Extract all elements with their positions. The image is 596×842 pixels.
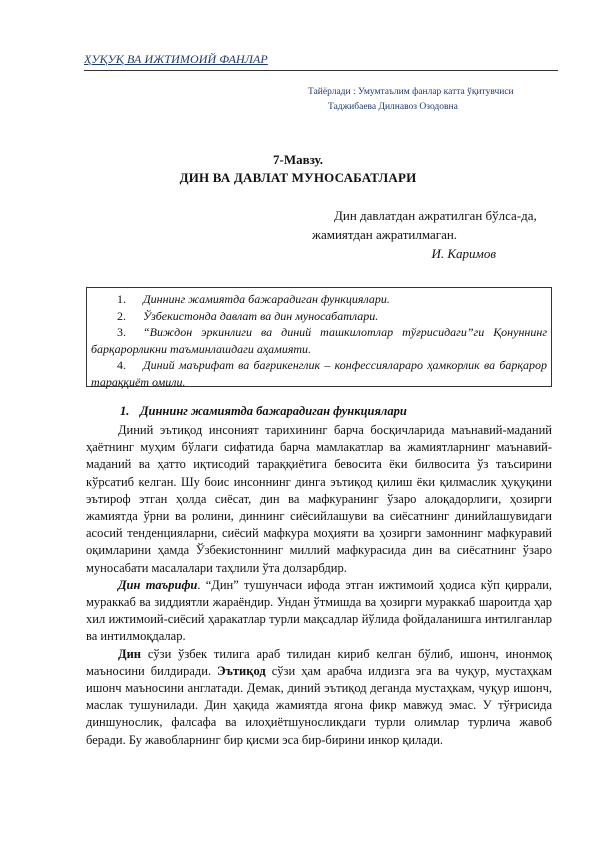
plan-item [91,291,547,308]
epigraph-line-2: жамиятдан ажратилмаган. [312,227,458,242]
topic-title: ДИН ВА ДАВЛАТ МУНОСАБАТЛАРИ [179,170,417,185]
plan-item-text: Диний маърифат ва бағрикенглик – конфессияларaро ҳамкорлик ва барқарор тараққиёт омили. [91,358,547,389]
term-din: Дин [118,646,142,661]
body-text [86,422,552,749]
paragraph-2-text: . “Дин” тушунчаси ифода этган ижтимоий ҳодиса кўп қиррали, мураккаб ва зиддиятли жараёндир. Ундан ўтмишда ва ҳозирги мураккаб шароитда ҳар хил ижтимоий-сиёсий ҳаракатлар турли мақсадлар йўлида фойдаланишга интилганлар ва интилмоқдалар. [86,577,553,644]
header-title: ҲУҚУҚ ВА ИЖТИМОИЙ ФАНЛАР [84,52,268,66]
plan-item-number: 3. [117,325,126,339]
plan-item-text: Диннинг жамиятда бажарадиган функциялари. [143,292,390,306]
plan-item-number: 4. [117,358,126,372]
section-number: 1. [120,404,130,418]
paragraph-2 [86,577,552,646]
definition-term: Дин таърифи [118,577,198,592]
plan-item [91,324,547,357]
prepared-by-line: Тайёрлади : Умумтаълим фанлар катта ўқитувчиси [308,87,514,97]
plan-item [91,308,547,325]
term-etiqod: Эътиқод [217,663,266,678]
lesson-plan-box [86,287,552,387]
author-name: Таджибаева Дилнавоз Озодовна [328,102,458,112]
plan-item-number: 1. [117,292,126,306]
section-heading [120,404,407,419]
plan-item-text: “Виждон эркинлиги ва диний ташкилотлар тўғрисидаги”ги Қонуннинг барқарорликни таъминлашдаги аҳамияти. [91,325,547,356]
header-divider [84,70,558,71]
plan-item [91,357,547,390]
paragraph-3 [86,646,552,749]
topic-number: 7-Мавзу. [272,152,324,167]
paragraph-3-text-b: сўзи ҳам арабча илдизга эга ва чуқур, мустаҳкам ишонч маъносини англатади. Демак, диний эътиқод деганда мустаҳкам, чуқур ишонч, маслак тушунилади. Дин ҳақида жамиятда ягона фикр мавжуд эмас. У тўғрисида диншунослик, фалсафа ва илоҳиётшуносликдаги турли олимлар турлича жавоб беради. Бу жавобларнинг бир қисми эса бир-бирини инкор қилади. [86,663,552,747]
paragraph-3-text-a: сўзи ўзбек тилига араб тилидан кириб келган бўлиб, ишонч, инонмоқ маъносини билдиради. [86,646,552,678]
epigraph-line-1: Дин давлатдан ажратилган бўлса-да, [334,208,537,223]
epigraph [312,206,560,263]
plan-item-number: 2. [117,308,126,323]
epigraph-author: И. Каримов [431,246,496,261]
plan-item-text: Ўзбекистонда давлат ва дин муносабатлари. [143,308,379,323]
paragraph-1: Диний эътиқод инсоният тарихининг барча босқичларида маънавий-маданий ҳаётнинг муҳим бўлаги сифатида барча мамлакатлар ва жамиятларнинг маънавий-маданий ва ҳатто иқтисодий тараққиётига бевосита ёки билвосита ўз таъсирини кўрсатиб келган. Шу боис инсоннинг динга эътиқод қилиш ёки қилмаслик ҳуқуқини эътироф этган ҳолда сиёсат, дин ва мафкуранинг ўзаро алоқадорлиги, ҳозирги жамиятда ўрни ва ролини, диннинг сиёсийлашуви ва сиёсатнинг динийлашувидаги асосий тенденцияларни, сиёсий мафкура моҳияти ва ҳозирги замоннинг мафкуравий оқимларини ҳамда Ўзбекистоннинг миллий мафкурасида дин ва сиёсатнинг ўзаро муносабати масалалари таҳлили ўта долзарбдир. [86,423,552,575]
author-credit [308,85,568,115]
section-title: Диннинг жамиятда бажарадиган функциялари [140,404,407,418]
